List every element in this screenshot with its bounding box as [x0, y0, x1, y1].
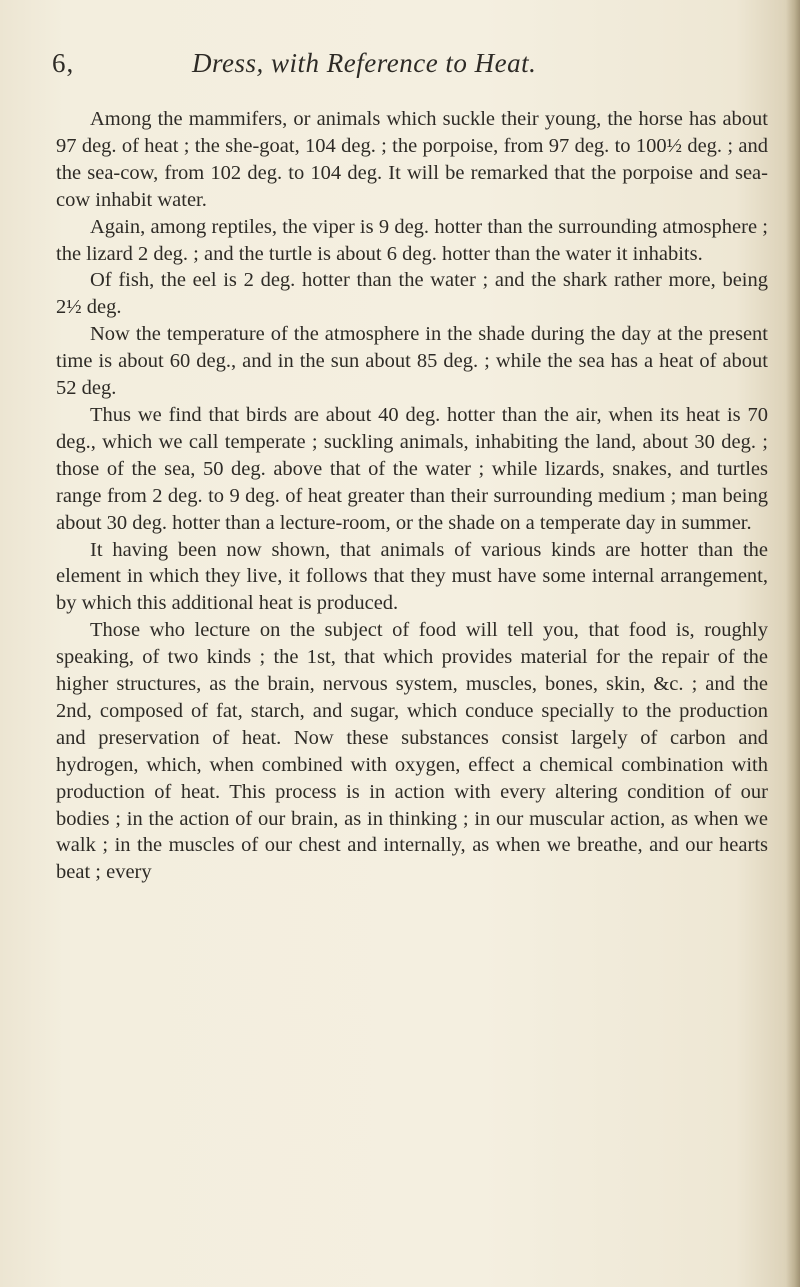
paragraph-atmosphere: Now the temperature of the atmosphere in the shade during the day at the present time is about 60 deg., and in the sun about 85 deg. ; while the sea has a heat of about 52 deg. [56, 323, 768, 400]
page-number [52, 48, 74, 79]
paragraph-food: Those who lecture on the subject of food will tell you, that food is, roughly speaking, of two kinds ; the 1st, that which provides material for the repair of the higher structures, as the brain, nervous system, muscles, bones, skin, &c. ; and the 2nd, composed of fat, starch, and sugar, which conduce specially to the production and preservation of heat. Now these substances consist largely of carbon and hydrogen, which, when combined with oxygen, effect a chemical combination with production of heat. This process is in action with every altering condition of our bodies ; in the action of our brain, as in thinking ; in our muscular action, as when we walk ; in the muscles of our chest and internally, as when we breathe, and our hearts beat ; every [56, 619, 768, 884]
page-number-separator: , [66, 48, 75, 78]
page-header [52, 42, 752, 86]
paragraph-internal-arrangement: It having been now shown, that animals of various kinds are hotter than the element in which they live, it follows that they must have some internal arrangement, by which this additional heat is produced. [56, 538, 768, 615]
paragraph-reptiles: Again, among reptiles, the viper is 9 deg. hotter than the surrounding atmosphere ; the lizard 2 deg. ; and the turtle is about 6 deg. hotter than the water it inhabits. [56, 215, 768, 265]
paragraph-summary: Thus we find that birds are about 40 deg. hotter than the air, when its heat is 70 deg., which we call temperate ; suckling animals, inhabiting the land, about 30 deg. ; those of the sea, 50 deg. above that of the water ; while lizards, snakes, and turtles range from 2 deg. to 9 deg. of heat greater than their surrounding medium ; man being about 30 deg. hotter than a lecture-room, or the shade on a temperate day in summer. [56, 403, 768, 534]
paragraph-fish: Of fish, the eel is 2 deg. hotter than the water ; and the shark rather more, being 2½ deg. [56, 269, 768, 319]
page-edge-shadow [786, 0, 800, 1287]
paragraph-mammifers: Among the mammifers, or animals which suckle their young, the horse has about 97 deg. of heat ; the she-goat, 104 deg. ; the porpoise, from 97 deg. to 100½ deg. ; and the sea-cow, from 102 deg. to 104 deg. It will be remarked that the porpoise and sea-cow inhabit water. [56, 108, 768, 211]
page-number-value: 6 [52, 48, 67, 78]
running-title: Dress, with Reference to Heat. [192, 48, 537, 78]
body-text [56, 106, 768, 886]
